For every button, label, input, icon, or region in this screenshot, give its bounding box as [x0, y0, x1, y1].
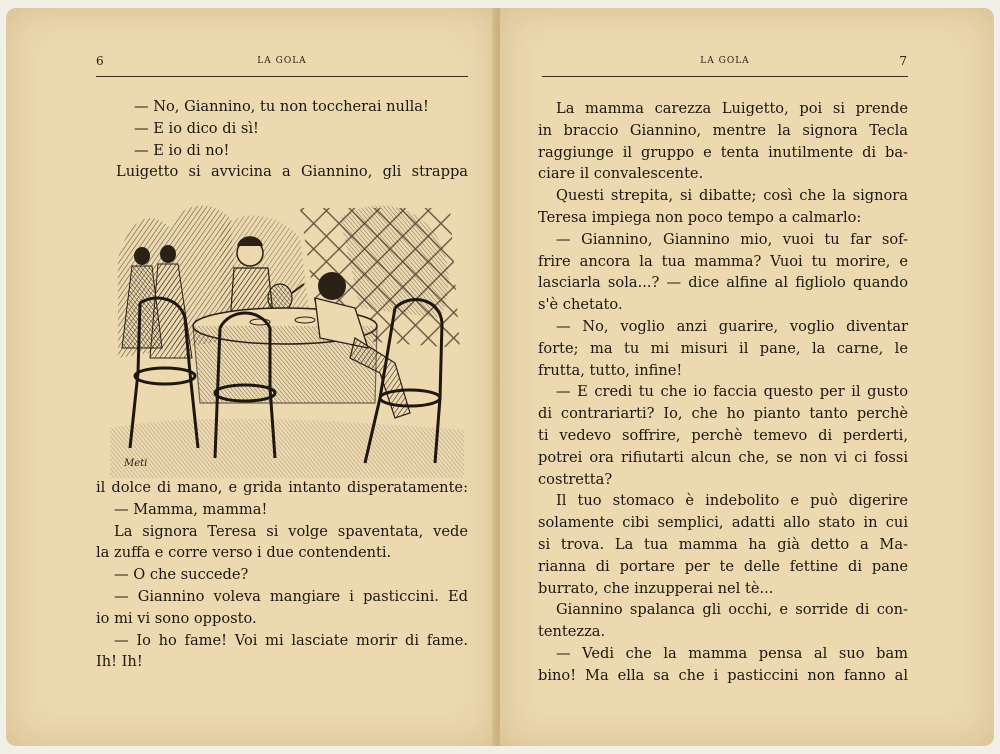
text-line: io mi vi sono opposto. — [96, 609, 257, 627]
running-head-left: LA GOLA — [257, 56, 307, 66]
text-line: — E io dico di sì! — [134, 119, 259, 137]
text-line: di contrariarti? Io, che ho pianto tanto perchè — [538, 405, 908, 423]
text-line: forte; ma tu mi misuri il pane, la carne, le — [538, 339, 908, 357]
text-line: — Giannino voleva mangiare i pasticcini. Ed — [114, 587, 468, 605]
left-page — [6, 8, 496, 746]
text-line: — E credi tu che io faccia questo per il gusto — [556, 383, 908, 401]
left-top-text — [116, 96, 468, 183]
text-line: frire ancora la tua mamma? Vuoi tu morire, e — [538, 252, 908, 270]
text-line: tentezza. — [538, 623, 606, 641]
text-line: ciare il convalescente. — [538, 165, 704, 183]
text-line: frutta, tutto, infine! — [538, 361, 683, 379]
text-line: rianna di portare per te delle fettine di pane — [538, 557, 908, 575]
text-line: raggiunge il gruppo e tenta inutilmente di ba- — [538, 143, 908, 161]
text-line: — Vedi che la mamma pensa al suo bam — [556, 644, 908, 662]
engraving-illustration — [110, 198, 464, 478]
text-line: — No, Giannino, tu non toccherai nulla! — [134, 98, 429, 115]
left-page-header — [96, 46, 468, 77]
left-bottom-text — [96, 477, 468, 673]
text-line: potrei ora rifiutarti alcun che, se non vi ci fossi — [538, 448, 908, 466]
text-line: bino! Ma ella sa che i pasticcini non fanno al — [538, 666, 908, 684]
text-line: Teresa impiega non poco tempo a calmarlo: — [538, 208, 862, 226]
text-line: La mamma carezza Luigetto, poi si prende — [556, 100, 908, 117]
text-line: — E io di no! — [134, 141, 230, 159]
text-line: burrato, che inzupperai nel tè... — [538, 579, 774, 597]
text-line: La signora Teresa si volge spaventata, vede — [114, 522, 468, 540]
text-line: — O che succede? — [114, 566, 249, 584]
text-line: — No, voglio anzi guarire, voglio diventar — [556, 317, 908, 335]
text-line: Luigetto si avvicina a Giannino, gli strappa — [116, 163, 468, 181]
page-number-left: 6 — [96, 54, 105, 68]
text-line: Ih! Ih! — [96, 653, 143, 671]
text-line: costretta? — [538, 470, 613, 488]
text-line: lasciarla sola...? — dice alfine al figliolo quando — [538, 274, 908, 292]
text-line: la zuffa e corre verso i due contendenti. — [96, 544, 392, 562]
running-head-right: LA GOLA — [700, 56, 750, 66]
text-line: solamente cibi semplici, adatti allo stato in cui — [538, 514, 908, 532]
text-line: — Io ho fame! Voi mi lasciate morir di fame. — [114, 631, 468, 649]
text-line: s'è chetato. — [538, 296, 623, 314]
right-text — [538, 98, 908, 687]
text-line: Il tuo stomaco è indebolito e può digerire — [556, 492, 908, 510]
text-line: Giannino spalanca gli occhi, e sorride di con- — [556, 601, 908, 619]
illustration-signature: Meti — [124, 458, 148, 469]
text-line: ti vedevo soffrire, perchè temevo di perderti, — [538, 426, 908, 444]
text-line: il dolce di mano, e grida intanto disperatamente: — [96, 479, 468, 496]
text-line: — Mamma, mamma! — [114, 500, 268, 518]
right-page — [500, 8, 994, 746]
text-line: — Giannino, Giannino mio, vuoi tu far sof- — [556, 230, 908, 248]
text-line: in braccio Giannino, mentre la signora Tecla — [538, 121, 908, 139]
text-line: si trova. La tua mamma ha già detto a Ma- — [538, 535, 908, 553]
right-page-header — [542, 46, 908, 77]
page-number-right: 7 — [899, 54, 908, 68]
text-line: Questi strepita, si dibatte; così che la signora — [556, 187, 908, 205]
